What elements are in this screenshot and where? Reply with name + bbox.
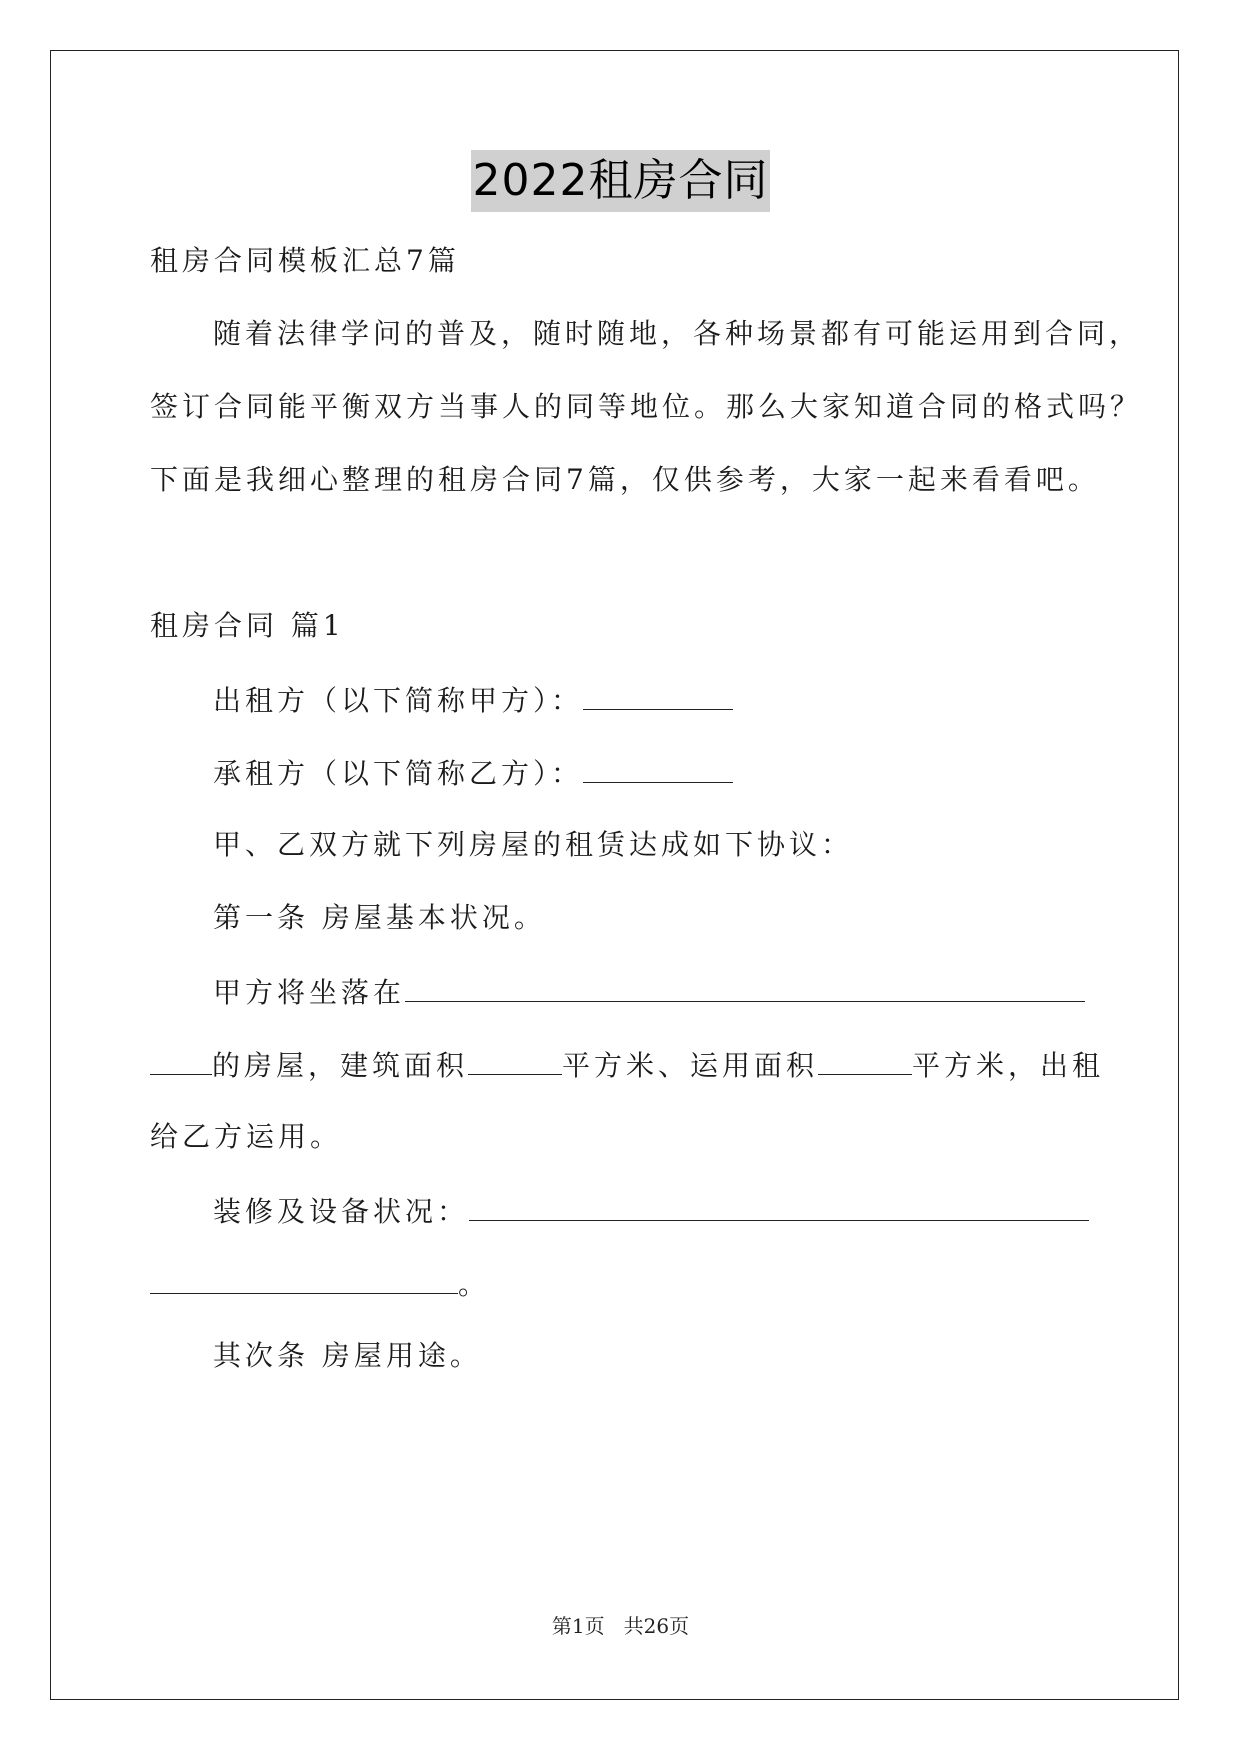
- house-text: 的房屋，建筑面积: [212, 1049, 469, 1082]
- location-line: [213, 971, 1085, 1013]
- lessor-blank: [583, 679, 733, 710]
- lessee-label: 承租方（以下简称乙方）：: [213, 757, 584, 790]
- lessee-line: [213, 752, 733, 794]
- building-area-blank: [468, 1044, 562, 1075]
- decoration-line: [213, 1190, 1089, 1232]
- document-title: 2022租房合同: [471, 150, 771, 212]
- lessee-blank: [583, 752, 733, 783]
- give-to-party-b: 给乙方运用。: [150, 1120, 343, 1153]
- usable-area-blank: [818, 1044, 912, 1075]
- decoration-line-2: [150, 1263, 490, 1305]
- article2-heading: 其次条 房屋用途。: [213, 1339, 482, 1372]
- decoration-blank: [469, 1190, 1089, 1221]
- lessor-line: [213, 679, 733, 721]
- document-subtitle: 租房合同模板汇总7篇: [150, 244, 460, 277]
- location-prefix: 甲方将坐落在: [213, 976, 406, 1009]
- page-footer: 第1页 共26页: [551, 1614, 690, 1638]
- agreement-line: 甲、乙双方就下列房屋的租赁达成如下协议：: [213, 828, 854, 861]
- intro-line-2: 签订合同能平衡双方当事人的同等地位。那么大家知道合同的格式吗？: [150, 390, 1143, 423]
- title-container: [0, 150, 1241, 212]
- location-blank-continued: [150, 1044, 212, 1075]
- decoration-label: 装修及设备状况：: [213, 1195, 470, 1228]
- area-line: [150, 1044, 1104, 1086]
- location-blank: [405, 971, 1085, 1002]
- decoration-period: 。: [458, 1268, 491, 1301]
- area-unit-1: 平方米、运用面积: [562, 1049, 819, 1082]
- area-unit-2: 平方米，出租: [912, 1049, 1105, 1082]
- decoration-blank-continued: [150, 1263, 458, 1294]
- intro-line-3: 下面是我细心整理的租房合同7篇，仅供参考，大家一起来看看吧。: [150, 463, 1100, 496]
- lessor-label: 出租方（以下简称甲方）：: [213, 684, 584, 717]
- section-heading: 租房合同 篇1: [150, 609, 345, 642]
- intro-line-1: 随着法律学问的普及，随时随地，各种场景都有可能运用到合同，: [213, 317, 1142, 350]
- page-border: [50, 50, 1179, 1700]
- article1-heading: 第一条 房屋基本状况。: [213, 901, 546, 934]
